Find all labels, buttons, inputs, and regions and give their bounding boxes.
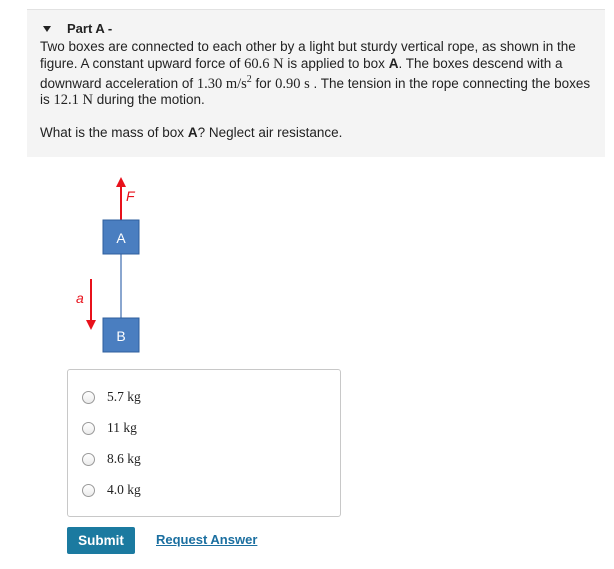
- radio-button[interactable]: [82, 484, 95, 497]
- radio-button[interactable]: [82, 391, 95, 404]
- question-prompt: What is the mass of box A? Neglect air resistance.: [40, 125, 343, 140]
- choice-label: 11 kg: [107, 420, 137, 435]
- box-a-label: A: [116, 230, 126, 246]
- radio-button[interactable]: [82, 422, 95, 435]
- force-value: 60.6 N: [244, 55, 284, 72]
- choice-label: 5.7 kg: [107, 389, 141, 404]
- submit-button[interactable]: Submit: [67, 527, 135, 554]
- radio-button[interactable]: [82, 453, 95, 466]
- choice-2[interactable]: [82, 418, 137, 438]
- force-arrow-icon: [116, 177, 126, 220]
- boxes-figure: [60, 172, 170, 362]
- acceleration-label: a: [76, 290, 84, 306]
- acceleration-arrow-icon: [86, 279, 96, 330]
- choice-3[interactable]: [82, 449, 141, 469]
- tension-value: 12.1 N: [53, 92, 93, 109]
- choice-label: 8.6 kg: [107, 451, 141, 466]
- time-value: 0.90 s: [275, 75, 310, 92]
- request-answer-link[interactable]: Request Answer: [156, 532, 258, 547]
- box-b-label: B: [116, 328, 126, 344]
- force-label: F: [126, 188, 135, 204]
- part-title: Part A -: [67, 21, 113, 36]
- question-text: Two boxes are connected to each other by a light but sturdy vertical rope, as shown in the figure. A constant upward force of 60.6 N is applied to box A. The boxes descend with a downward acceleration of 1.30 $m/s^2$ for 0.90 s . The tension in the rope connecting the boxes is 12.1 N during the motion.: [40, 39, 591, 109]
- choice-label: 4.0 kg: [107, 482, 141, 497]
- collapse-caret-icon[interactable]: [43, 26, 51, 32]
- acceleration-value: 1.30 $m/s^2$: [196, 74, 252, 92]
- choice-4[interactable]: [82, 480, 141, 500]
- choice-1[interactable]: [82, 387, 141, 407]
- answer-choices: [67, 369, 341, 517]
